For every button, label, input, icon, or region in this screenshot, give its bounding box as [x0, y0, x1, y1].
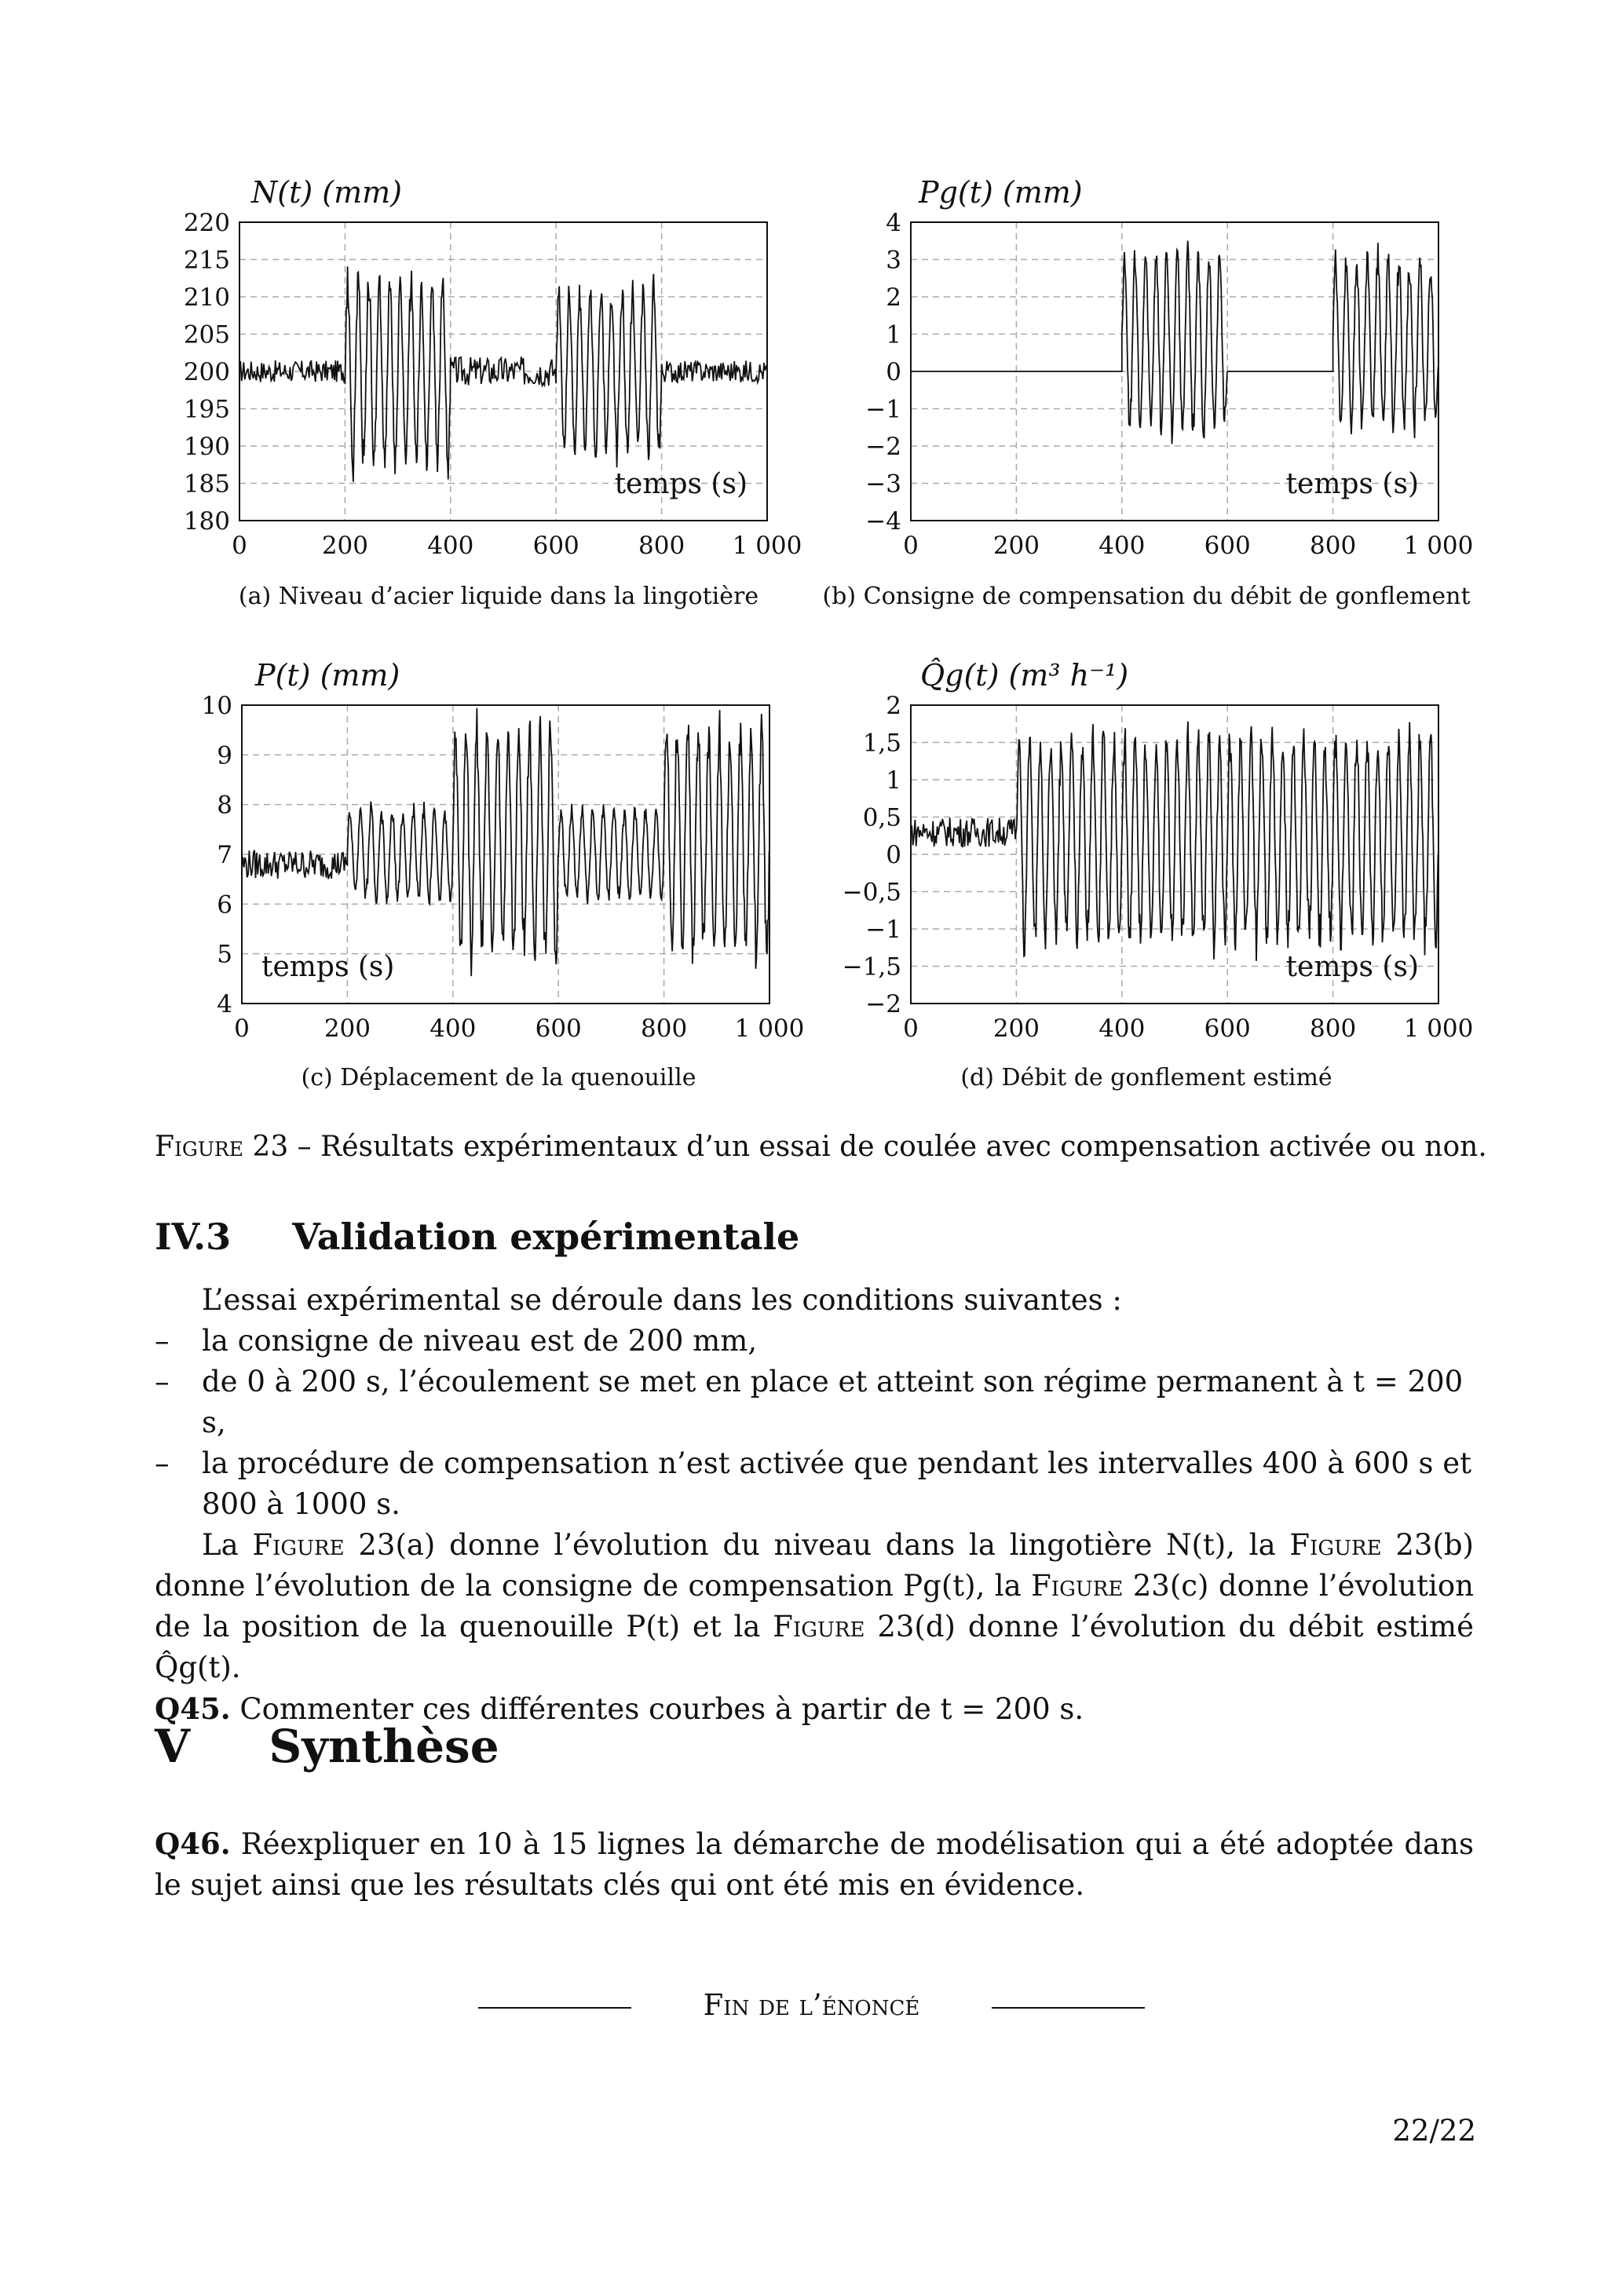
y-tick-label: −1,5 — [842, 952, 901, 982]
x-tick-label: 200 — [324, 1015, 371, 1043]
x-tick-label: 200 — [321, 532, 368, 560]
main-paragraph: La Figure 23(a) donne l’évolution du niveau dans la lingotière N(t), la Figure 23(b) donne l’évolution de la consigne de compensation Pg(t), la Figure 23(c) donne l’évolution de la position de la quenouille P(t) et la Figure 23(d) donne l’évolution du débit estimé Q̂g(t). — [155, 1528, 1474, 1684]
page-number: 22/22 — [1392, 2114, 1476, 2148]
section-iv3-body — [155, 1280, 1474, 1730]
time-axis-label: temps (s) — [1285, 468, 1419, 500]
section-v-heading — [155, 1720, 499, 1773]
y-tick-label: −3 — [865, 470, 901, 499]
y-axis-label: N(t) (mm) — [251, 175, 402, 210]
y-tick-label: 4 — [886, 209, 901, 237]
y-tick-label: −1 — [865, 395, 901, 424]
question-45: Q45. Commenter ces différentes courbes à partir de t = 200 s. — [155, 1691, 1084, 1726]
figure-caption: Figure 23 – Résultats expérimentaux d’un essai de coulée avec compensation activée ou non. — [155, 1131, 1487, 1163]
data-series-line — [239, 266, 767, 481]
y-tick-label: −2 — [865, 990, 901, 1018]
y-tick-label: 8 — [217, 791, 232, 820]
bullet-2: – de 0 à 200 s, l’écoulement se met en place et atteint son régime permanent à t = 200 s, — [155, 1365, 1464, 1439]
y-tick-label: 205 — [183, 320, 230, 349]
x-tick-label: 800 — [1310, 532, 1357, 560]
subcaption-d: (d) Débit de gonflement estimé — [960, 1064, 1332, 1091]
x-tick-label: 400 — [427, 532, 474, 560]
y-tick-label: 200 — [183, 358, 230, 386]
y-tick-label: 1 — [886, 766, 901, 795]
y-axis-label: Q̂g(t) (m³ h⁻¹) — [920, 658, 1129, 693]
x-tick-label: 200 — [992, 532, 1040, 560]
x-tick-label: 400 — [1098, 532, 1146, 560]
section-number: IV.3 — [155, 1216, 232, 1258]
figure-caption-text: Résultats expérimentaux d’un essai de coulée avec compensation activée ou non. — [320, 1131, 1487, 1163]
intro-text: L’essai expérimental se déroule dans les conditions suivantes : — [202, 1283, 1122, 1317]
y-tick-label: 2 — [886, 283, 901, 312]
y-tick-label: 185 — [183, 470, 230, 499]
time-axis-label: temps (s) — [1285, 951, 1419, 983]
y-tick-label: 210 — [183, 283, 230, 312]
y-tick-label: −0,5 — [842, 878, 901, 907]
bullet-1: – la consigne de niveau est de 200 mm, — [155, 1324, 758, 1358]
time-axis-label: temps (s) — [614, 468, 748, 500]
end-dash-right — [992, 2007, 1145, 2009]
end-text: Fin de l’énoncé — [703, 1988, 920, 2022]
section-iv3-heading — [155, 1216, 799, 1258]
time-axis-label: temps (s) — [261, 951, 395, 983]
y-tick-label: 2 — [886, 692, 901, 720]
x-tick-label: 600 — [535, 1015, 582, 1043]
y-tick-label: 1,5 — [862, 729, 901, 758]
y-tick-label: 6 — [217, 890, 232, 919]
data-series-line — [242, 708, 769, 976]
x-tick-label: 800 — [1310, 1015, 1357, 1043]
x-tick-label: 0 — [903, 1015, 919, 1043]
y-tick-label: 4 — [217, 990, 232, 1018]
y-axis-label: Pg(t) (mm) — [919, 175, 1083, 210]
x-tick-label: 0 — [232, 532, 247, 560]
x-tick-label: 1 000 — [734, 1015, 805, 1043]
x-tick-label: 0 — [903, 532, 919, 560]
question-46: Q46. Réexpliquer en 10 à 15 lignes la démarche de modélisation qui a été adoptée dans le sujet ainsi que les résultats clés qui ont été mis en évidence. — [155, 1826, 1474, 1902]
data-series-line — [911, 722, 1438, 961]
bullet-3: – la procédure de compensation n’est activée que pendant les intervalles 400 à 600 s et 800 à 1000 s. — [155, 1446, 1472, 1521]
section-title: Validation expérimentale — [292, 1216, 800, 1258]
x-tick-label: 600 — [1204, 532, 1251, 560]
y-tick-label: 0 — [886, 841, 901, 869]
y-tick-label: 180 — [183, 507, 230, 536]
subcaption-b: (b) Consigne de compensation du débit de gonflement — [822, 583, 1471, 610]
y-tick-label: 7 — [217, 841, 232, 869]
y-tick-label: 3 — [886, 246, 901, 275]
y-tick-label: 9 — [217, 741, 232, 770]
end-marker — [0, 1985, 1623, 2026]
x-tick-label: 200 — [992, 1015, 1040, 1043]
x-tick-label: 400 — [430, 1015, 477, 1043]
x-tick-label: 1 000 — [1403, 532, 1474, 560]
subcaption-c: (c) Déplacement de la quenouille — [301, 1064, 696, 1091]
y-tick-label: 0 — [886, 358, 901, 386]
y-tick-label: 195 — [183, 395, 230, 424]
y-tick-label: −2 — [865, 433, 901, 461]
y-tick-label: 220 — [183, 209, 230, 237]
x-tick-label: 1 000 — [1403, 1015, 1474, 1043]
y-tick-label: 190 — [183, 433, 230, 461]
y-tick-label: 1 — [886, 320, 901, 349]
y-tick-label: 5 — [217, 940, 232, 969]
figure-number: Figure 23 — [155, 1131, 289, 1163]
data-series-line — [911, 241, 1438, 444]
x-tick-label: 800 — [638, 532, 685, 560]
subcaption-a: (a) Niveau d’acier liquide dans la lingotière — [238, 583, 759, 610]
end-dash-left — [478, 2007, 631, 2009]
section-v-title: Synthèse — [269, 1720, 499, 1773]
y-tick-label: 215 — [183, 246, 230, 275]
y-tick-label: 10 — [201, 692, 232, 720]
x-tick-label: 1 000 — [732, 532, 802, 560]
x-tick-label: 800 — [641, 1015, 688, 1043]
y-tick-label: −1 — [865, 916, 901, 944]
y-tick-label: −4 — [865, 507, 901, 536]
y-tick-label: 0,5 — [862, 803, 901, 832]
figure-23-charts — [0, 0, 1623, 1052]
x-tick-label: 0 — [234, 1015, 250, 1043]
y-axis-label: P(t) (mm) — [255, 658, 400, 693]
x-tick-label: 400 — [1098, 1015, 1146, 1043]
x-tick-label: 600 — [1204, 1015, 1251, 1043]
x-tick-label: 600 — [532, 532, 579, 560]
section-v-number: V — [155, 1720, 191, 1773]
